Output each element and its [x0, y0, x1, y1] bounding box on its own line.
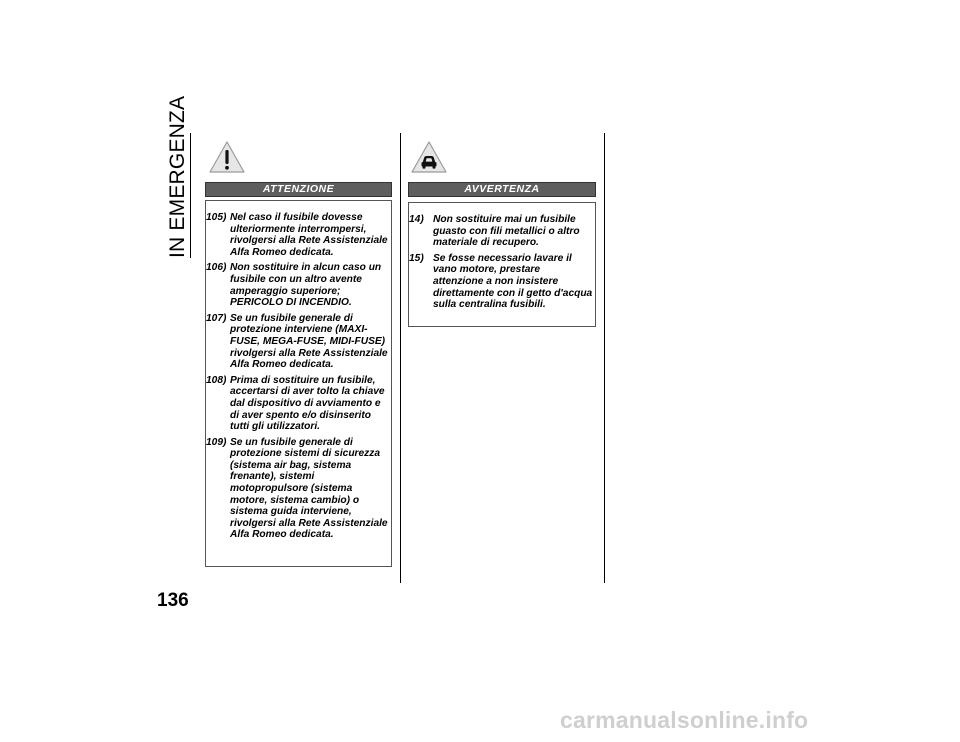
car-warning-icon [410, 140, 448, 174]
section-divider [190, 133, 191, 258]
attenzione-header: ATTENZIONE [205, 182, 392, 197]
note-text: Prima di sostituire un fusibile, accertarsi di aver tolto la chiave dal dispositivo di avviamento e di aver spento e/o disinserito tutti gli utilizzatori. [230, 374, 385, 433]
note-text: Nel caso il fusibile dovesse ulteriormente interrompersi, rivolgersi alla Rete Assistenziale Alfa Romeo dedicata. [230, 212, 388, 258]
note-text: Se fosse necessario lavare il vano motore, prestare attenzione a non insistere direttamente con il getto d'acqua sulla centralina fusibili. [433, 252, 593, 311]
note-number: 15) [409, 252, 424, 264]
list-item [409, 214, 593, 249]
note-number: 105) [206, 212, 227, 223]
warning-exclamation-icon [208, 140, 246, 174]
note-number: 107) [206, 312, 227, 324]
section-title: IN EMERGENZA [166, 95, 189, 258]
list-item [206, 437, 389, 541]
list-item [206, 313, 389, 371]
page-number: 136 [157, 590, 189, 611]
column-divider-right [604, 133, 605, 583]
attenzione-box [205, 200, 392, 567]
list-item [206, 375, 389, 433]
avvertenza-header: AVVERTENZA [408, 182, 596, 197]
note-text: Se un fusibile generale di protezione interviene (MAXI-FUSE, MEGA-FUSE, MIDI-FUSE) rivolgersi alla Rete Assistenziale Alfa Romeo dedicata. [230, 312, 388, 371]
note-text: Se un fusibile generale di protezione sistemi di sicurezza (sistema air bag, sistema frenante), sistemi motopropulsore (sistema motore, sistema cambio) o sistema guida interviene, rivolgersi alla Rete Assistenziale Alfa Romeo dedicata. [230, 436, 388, 541]
list-item [206, 212, 389, 258]
note-number: 108) [206, 374, 227, 386]
note-number: 106) [206, 262, 227, 274]
note-text: Non sostituire in alcun caso un fusibile con un altro avente amperaggio superiore; PERICOLO DI INCENDIO. [230, 262, 382, 309]
note-text: Non sostituire mai un fusibile guasto con fili metallici o altro materiale di recupero. [433, 214, 580, 249]
note-number: 14) [409, 214, 424, 225]
avvertenza-box [408, 202, 596, 327]
list-item [206, 262, 389, 308]
note-number: 109) [206, 436, 227, 448]
watermark: carmanualsonline.info [560, 707, 809, 733]
column-divider [400, 133, 401, 583]
list-item [409, 253, 593, 311]
